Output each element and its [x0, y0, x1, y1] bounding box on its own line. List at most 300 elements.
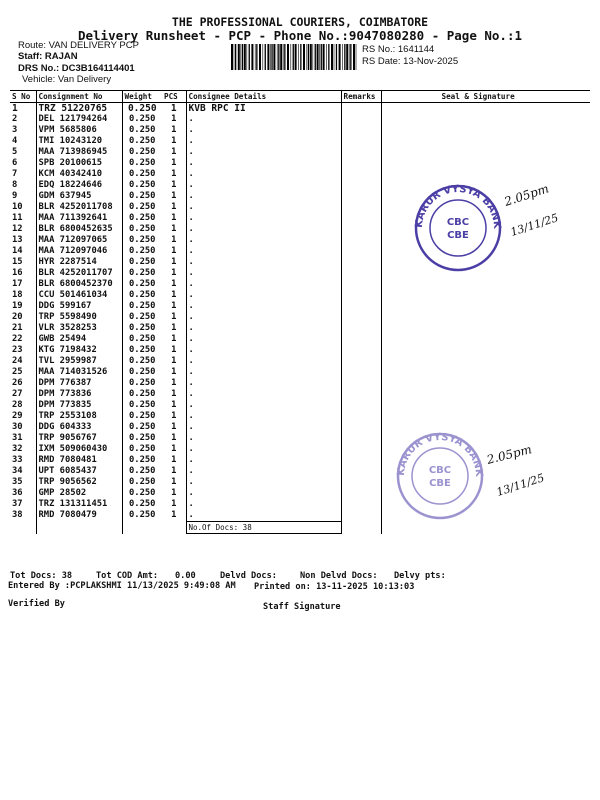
tot-cod-value: 0.00	[175, 571, 196, 581]
table-row	[10, 290, 590, 301]
table-row	[10, 323, 590, 334]
row-remarks	[341, 279, 381, 290]
row-pcs: 1	[171, 477, 177, 487]
barcode-bar	[284, 44, 285, 70]
table-row	[10, 125, 590, 136]
col-pcs: PCS	[162, 91, 186, 103]
row-sno: 11	[12, 213, 23, 223]
row-weight: 0.250	[122, 125, 162, 136]
row-sno: 22	[12, 334, 23, 344]
row-remarks	[341, 433, 381, 444]
row-consignment: GMP 28502	[36, 488, 122, 499]
table-row	[10, 334, 590, 345]
row-consignment: DEL 121794264	[36, 114, 122, 125]
row-remarks	[341, 180, 381, 191]
row-sno: 21	[12, 323, 23, 333]
stamp-1-date: 13/11/25	[508, 211, 560, 239]
col-sno: S No	[10, 91, 36, 103]
row-remarks	[341, 334, 381, 345]
row-weight: 0.250	[122, 136, 162, 147]
table-row	[10, 114, 590, 125]
row-weight: 0.250	[122, 202, 162, 213]
row-pcs: 1	[171, 466, 177, 476]
barcode-bar	[317, 44, 319, 70]
row-remarks	[341, 114, 381, 125]
barcode-bar	[349, 44, 350, 70]
row-consignment: DPM 773835	[36, 400, 122, 411]
row-consignee: .	[186, 356, 341, 367]
row-sno: 30	[12, 422, 23, 432]
row-seal	[381, 301, 590, 312]
row-weight: 0.250	[122, 147, 162, 158]
row-weight: 0.250	[122, 378, 162, 389]
stamp-2-inner-bottom: CBE	[429, 478, 451, 489]
row-remarks	[341, 356, 381, 367]
row-consignee: .	[186, 158, 341, 169]
table-row	[10, 312, 590, 323]
printed-on: Printed on: 13-11-2025 10:13:03	[254, 582, 415, 592]
row-consignment: MAA 714031526	[36, 367, 122, 378]
row-sno: 23	[12, 345, 23, 355]
barcode-bar	[255, 44, 256, 70]
table-row	[10, 400, 590, 411]
row-pcs: 1	[171, 202, 177, 212]
row-seal	[381, 290, 590, 301]
row-sno: 24	[12, 356, 23, 366]
row-consignee: .	[186, 334, 341, 345]
row-seal	[381, 312, 590, 323]
row-remarks	[341, 103, 381, 115]
row-consignee: .	[186, 455, 341, 466]
row-consignment: DPM 773836	[36, 389, 122, 400]
row-weight: 0.250	[122, 400, 162, 411]
row-weight: 0.250	[122, 389, 162, 400]
row-weight: 0.250	[122, 488, 162, 499]
row-consignee: .	[186, 246, 341, 257]
barcode-bar	[295, 44, 297, 70]
row-remarks	[341, 477, 381, 488]
row-remarks	[341, 235, 381, 246]
barcode-bar	[271, 44, 272, 70]
row-sno: 3	[12, 125, 18, 135]
table-row	[10, 367, 590, 378]
row-consignee: .	[186, 202, 341, 213]
row-seal	[381, 356, 590, 367]
row-consignee: .	[186, 235, 341, 246]
tot-cod-label: Tot COD Amt:	[96, 571, 159, 581]
no-of-docs: No.Of Docs: 38	[186, 522, 341, 534]
entered-by: Entered By :PCPLAKSHMI 11/13/2025 9:49:08 AM	[8, 581, 236, 591]
row-weight: 0.250	[122, 224, 162, 235]
row-pcs: 1	[171, 246, 177, 256]
barcode-bar	[326, 44, 327, 70]
row-consignee: .	[186, 422, 341, 433]
row-consignment: BLR 4252011708	[36, 202, 122, 213]
barcode-bar	[346, 44, 348, 70]
barcode-bar	[273, 44, 275, 70]
row-remarks	[341, 191, 381, 202]
row-sno: 32	[12, 444, 23, 454]
barcode-bar	[259, 44, 261, 70]
row-consignee: .	[186, 378, 341, 389]
row-pcs: 1	[171, 499, 177, 509]
col-seal: Seal & Signature	[381, 91, 590, 103]
row-sno: 10	[12, 202, 23, 212]
row-remarks	[341, 444, 381, 455]
row-consignee: .	[186, 312, 341, 323]
row-consignment: MAA 713986945	[36, 147, 122, 158]
barcode-bar	[247, 44, 248, 70]
row-consignment: VPM 5685806	[36, 125, 122, 136]
stamp-2-time: 2.05pm	[485, 442, 534, 467]
row-weight: 0.250	[122, 180, 162, 191]
row-seal	[381, 158, 590, 169]
row-remarks	[341, 367, 381, 378]
barcode-bar	[307, 44, 308, 70]
row-weight: 0.250	[122, 103, 162, 115]
row-seal	[381, 136, 590, 147]
row-pcs: 1	[171, 444, 177, 454]
row-sno: 25	[12, 367, 23, 377]
row-pcs: 1	[171, 345, 177, 355]
row-consignee: .	[186, 499, 341, 510]
row-weight: 0.250	[122, 290, 162, 301]
row-remarks	[341, 147, 381, 158]
rs-number: RS No.: 1641144	[362, 44, 435, 55]
row-sno: 37	[12, 499, 23, 509]
row-pcs: 1	[171, 235, 177, 245]
staff: Staff: RAJAN	[18, 51, 78, 62]
barcode-bar	[350, 44, 351, 70]
row-consignment: TVL 2959987	[36, 356, 122, 367]
row-sno: 29	[12, 411, 23, 421]
barcode-bar	[283, 44, 284, 70]
row-sno: 1	[12, 103, 18, 114]
row-pcs: 1	[171, 312, 177, 322]
barcode-bar	[336, 44, 337, 70]
barcode-bar	[249, 44, 250, 70]
row-remarks	[341, 158, 381, 169]
row-sno: 13	[12, 235, 23, 245]
row-pcs: 1	[171, 422, 177, 432]
row-weight: 0.250	[122, 169, 162, 180]
row-remarks	[341, 345, 381, 356]
row-consignment: TRZ 51220765	[36, 103, 122, 115]
row-pcs: 1	[171, 356, 177, 366]
row-consignee: .	[186, 257, 341, 268]
row-seal	[381, 367, 590, 378]
row-pcs: 1	[171, 334, 177, 344]
row-remarks	[341, 455, 381, 466]
row-seal	[381, 345, 590, 356]
non-delvd-docs: Non Delvd Docs:	[300, 571, 378, 581]
barcode-bar	[263, 44, 264, 70]
barcode-bar	[344, 44, 345, 70]
barcode-bar	[319, 44, 320, 70]
barcode-bar	[310, 44, 312, 70]
row-sno: 19	[12, 301, 23, 311]
barcode-bar	[251, 44, 253, 70]
row-consignment: DDG 599167	[36, 301, 122, 312]
row-weight: 0.250	[122, 466, 162, 477]
barcode-bar	[328, 44, 329, 70]
row-consignee: .	[186, 411, 341, 422]
table-row	[10, 158, 590, 169]
row-consignee: .	[186, 169, 341, 180]
row-remarks	[341, 136, 381, 147]
row-consignee: .	[186, 213, 341, 224]
row-pcs: 1	[171, 400, 177, 410]
row-consignee: .	[186, 147, 341, 158]
row-sno: 33	[12, 455, 23, 465]
row-weight: 0.250	[122, 279, 162, 290]
barcode-bar	[356, 44, 357, 70]
row-weight: 0.250	[122, 246, 162, 257]
row-remarks	[341, 389, 381, 400]
drs-number: DRS No.: DC3B164114401	[18, 63, 135, 74]
row-consignee: .	[186, 290, 341, 301]
row-weight: 0.250	[122, 356, 162, 367]
row-remarks	[341, 488, 381, 499]
table-row	[10, 301, 590, 312]
row-remarks	[341, 257, 381, 268]
row-consignee: .	[186, 114, 341, 125]
row-consignment: BLR 6800452370	[36, 279, 122, 290]
row-consignee: .	[186, 477, 341, 488]
stamp-1-time: 2.05pm	[502, 181, 551, 209]
row-consignment: BLR 6800452635	[36, 224, 122, 235]
row-sno: 27	[12, 389, 23, 399]
row-sno: 16	[12, 268, 23, 278]
stamp-1-inner-bottom: CBE	[447, 230, 469, 241]
row-seal	[381, 378, 590, 389]
row-pcs: 1	[171, 290, 177, 300]
barcode-bar	[235, 44, 236, 70]
row-weight: 0.250	[122, 268, 162, 279]
barcode-bar	[238, 44, 240, 70]
row-sno: 5	[12, 147, 18, 157]
row-consignment: CCU 501461034	[36, 290, 122, 301]
row-weight: 0.250	[122, 334, 162, 345]
row-sno: 15	[12, 257, 23, 267]
stamp-1-bank: KARUR VYSYA BANK	[413, 183, 503, 230]
row-seal	[381, 147, 590, 158]
row-pcs: 1	[171, 455, 177, 465]
row-consignment: TMI 10243120	[36, 136, 122, 147]
row-remarks	[341, 125, 381, 136]
row-sno: 2	[12, 114, 18, 124]
row-seal	[381, 279, 590, 290]
row-consignee: .	[186, 136, 341, 147]
row-consignment: TRP 9056562	[36, 477, 122, 488]
row-consignee: .	[186, 323, 341, 334]
row-consignment: HYR 2287514	[36, 257, 122, 268]
row-weight: 0.250	[122, 312, 162, 323]
row-consignment: BLR 4252011707	[36, 268, 122, 279]
row-remarks	[341, 510, 381, 522]
row-consignee: .	[186, 301, 341, 312]
row-consignment: SPB 20100615	[36, 158, 122, 169]
barcode-bar	[256, 44, 257, 70]
bank-stamp-2	[390, 426, 560, 526]
row-pcs: 1	[171, 378, 177, 388]
col-consignment: Consignment No	[36, 91, 122, 103]
table-row	[10, 279, 590, 290]
company-title: THE PROFESSIONAL COURIERS, COIMBATORE	[171, 15, 429, 29]
stamp-2-bank: KARUR VYSYA BANK	[395, 431, 485, 478]
staff-signature: Staff Signature	[263, 602, 341, 612]
barcode-bar	[331, 44, 333, 70]
row-sno: 28	[12, 400, 23, 410]
route: Route: VAN DELIVERY PCP	[18, 40, 139, 51]
row-sno: 9	[12, 191, 18, 201]
row-pcs: 1	[171, 367, 177, 377]
barcode-bar	[342, 44, 343, 70]
table-row	[10, 345, 590, 356]
col-weight: Weight	[122, 91, 162, 103]
row-weight: 0.250	[122, 411, 162, 422]
row-sno: 12	[12, 224, 23, 234]
row-sno: 4	[12, 136, 18, 146]
barcode-bar	[323, 44, 325, 70]
row-remarks	[341, 268, 381, 279]
row-seal	[381, 103, 590, 115]
row-seal	[381, 400, 590, 411]
row-pcs: 1	[171, 213, 177, 223]
row-consignee: .	[186, 510, 341, 522]
row-weight: 0.250	[122, 367, 162, 378]
row-pcs: 1	[171, 125, 177, 135]
row-pcs: 1	[171, 279, 177, 289]
row-remarks	[341, 312, 381, 323]
row-consignment: DDG 604333	[36, 422, 122, 433]
row-pcs: 1	[171, 301, 177, 311]
row-weight: 0.250	[122, 213, 162, 224]
row-sno: 6	[12, 158, 18, 168]
barcode-bar	[270, 44, 271, 70]
row-consignment: UPT 6085437	[36, 466, 122, 477]
row-remarks	[341, 301, 381, 312]
row-consignment: MAA 711392641	[36, 213, 122, 224]
row-seal	[381, 389, 590, 400]
row-consignment: MAA 712097046	[36, 246, 122, 257]
row-weight: 0.250	[122, 345, 162, 356]
row-consignee: .	[186, 400, 341, 411]
table-row	[10, 378, 590, 389]
row-sno: 17	[12, 279, 23, 289]
barcode-bar	[234, 44, 235, 70]
row-consignment: VLR 3528253	[36, 323, 122, 334]
row-weight: 0.250	[122, 323, 162, 334]
row-consignee: .	[186, 444, 341, 455]
bank-stamp-1	[408, 178, 563, 278]
row-seal	[381, 323, 590, 334]
row-pcs: 1	[171, 136, 177, 146]
barcode-bar	[303, 44, 305, 70]
barcode-bar	[321, 44, 322, 70]
barcode-bar	[334, 44, 335, 70]
row-consignment: KTG 7198432	[36, 345, 122, 356]
row-remarks	[341, 202, 381, 213]
barcode-bar	[315, 44, 316, 70]
delvy-pts: Delvy pts:	[394, 571, 446, 581]
row-remarks	[341, 169, 381, 180]
row-pcs: 1	[171, 147, 177, 157]
row-pcs: 1	[171, 268, 177, 278]
row-pcs: 1	[170, 103, 177, 114]
barcode-bar	[308, 44, 309, 70]
row-pcs: 1	[171, 510, 177, 521]
row-pcs: 1	[171, 191, 177, 201]
row-consignment: TRZ 131311451	[36, 499, 122, 510]
row-sno: 20	[12, 312, 23, 322]
row-sno: 34	[12, 466, 23, 476]
row-remarks	[341, 378, 381, 389]
rs-date: RS Date: 13-Nov-2025	[362, 56, 459, 67]
stamp-2-inner-top: CBC	[428, 465, 452, 476]
table-row	[10, 136, 590, 147]
barcode-bar	[277, 44, 278, 70]
table-row	[10, 356, 590, 367]
row-consignee: .	[186, 466, 341, 477]
row-pcs: 1	[171, 114, 177, 124]
row-weight: 0.250	[122, 422, 162, 433]
row-consignee: KVB RPC II	[186, 103, 341, 115]
row-consignment: GDM 637945	[36, 191, 122, 202]
row-remarks	[341, 323, 381, 334]
row-pcs: 1	[171, 224, 177, 234]
barcode-bar	[278, 44, 279, 70]
row-pcs: 1	[171, 411, 177, 421]
barcode-bar	[339, 44, 341, 70]
row-sno: 26	[12, 378, 23, 388]
row-seal	[381, 114, 590, 125]
row-weight: 0.250	[122, 158, 162, 169]
barcode-bar	[244, 44, 246, 70]
row-sno: 36	[12, 488, 23, 498]
row-weight: 0.250	[122, 510, 162, 522]
row-consignee: .	[186, 345, 341, 356]
row-sno: 31	[12, 433, 23, 443]
stamp-1-inner-top: CBC	[446, 217, 470, 228]
row-weight: 0.250	[122, 191, 162, 202]
barcode-bar	[293, 44, 294, 70]
row-consignee: .	[186, 433, 341, 444]
row-remarks	[341, 224, 381, 235]
row-weight: 0.250	[122, 301, 162, 312]
row-consignment: IXM 509060430	[36, 444, 122, 455]
stamp-2-date: 13/11/25	[494, 471, 546, 499]
barcode-bar	[231, 44, 233, 70]
barcode-bar	[280, 44, 282, 70]
barcode-bar	[300, 44, 301, 70]
table-row	[10, 103, 590, 115]
row-pcs: 1	[171, 488, 177, 498]
delvd-docs: Delvd Docs:	[220, 571, 277, 581]
row-remarks	[341, 290, 381, 301]
row-weight: 0.250	[122, 444, 162, 455]
row-remarks	[341, 499, 381, 510]
row-sno: 8	[12, 180, 18, 190]
barcode-bar	[241, 44, 242, 70]
barcode-bar	[298, 44, 299, 70]
row-consignment: TRP 9056767	[36, 433, 122, 444]
barcode-bar	[242, 44, 243, 70]
row-remarks	[341, 213, 381, 224]
row-weight: 0.250	[122, 114, 162, 125]
row-weight: 0.250	[122, 499, 162, 510]
row-consignee: .	[186, 279, 341, 290]
